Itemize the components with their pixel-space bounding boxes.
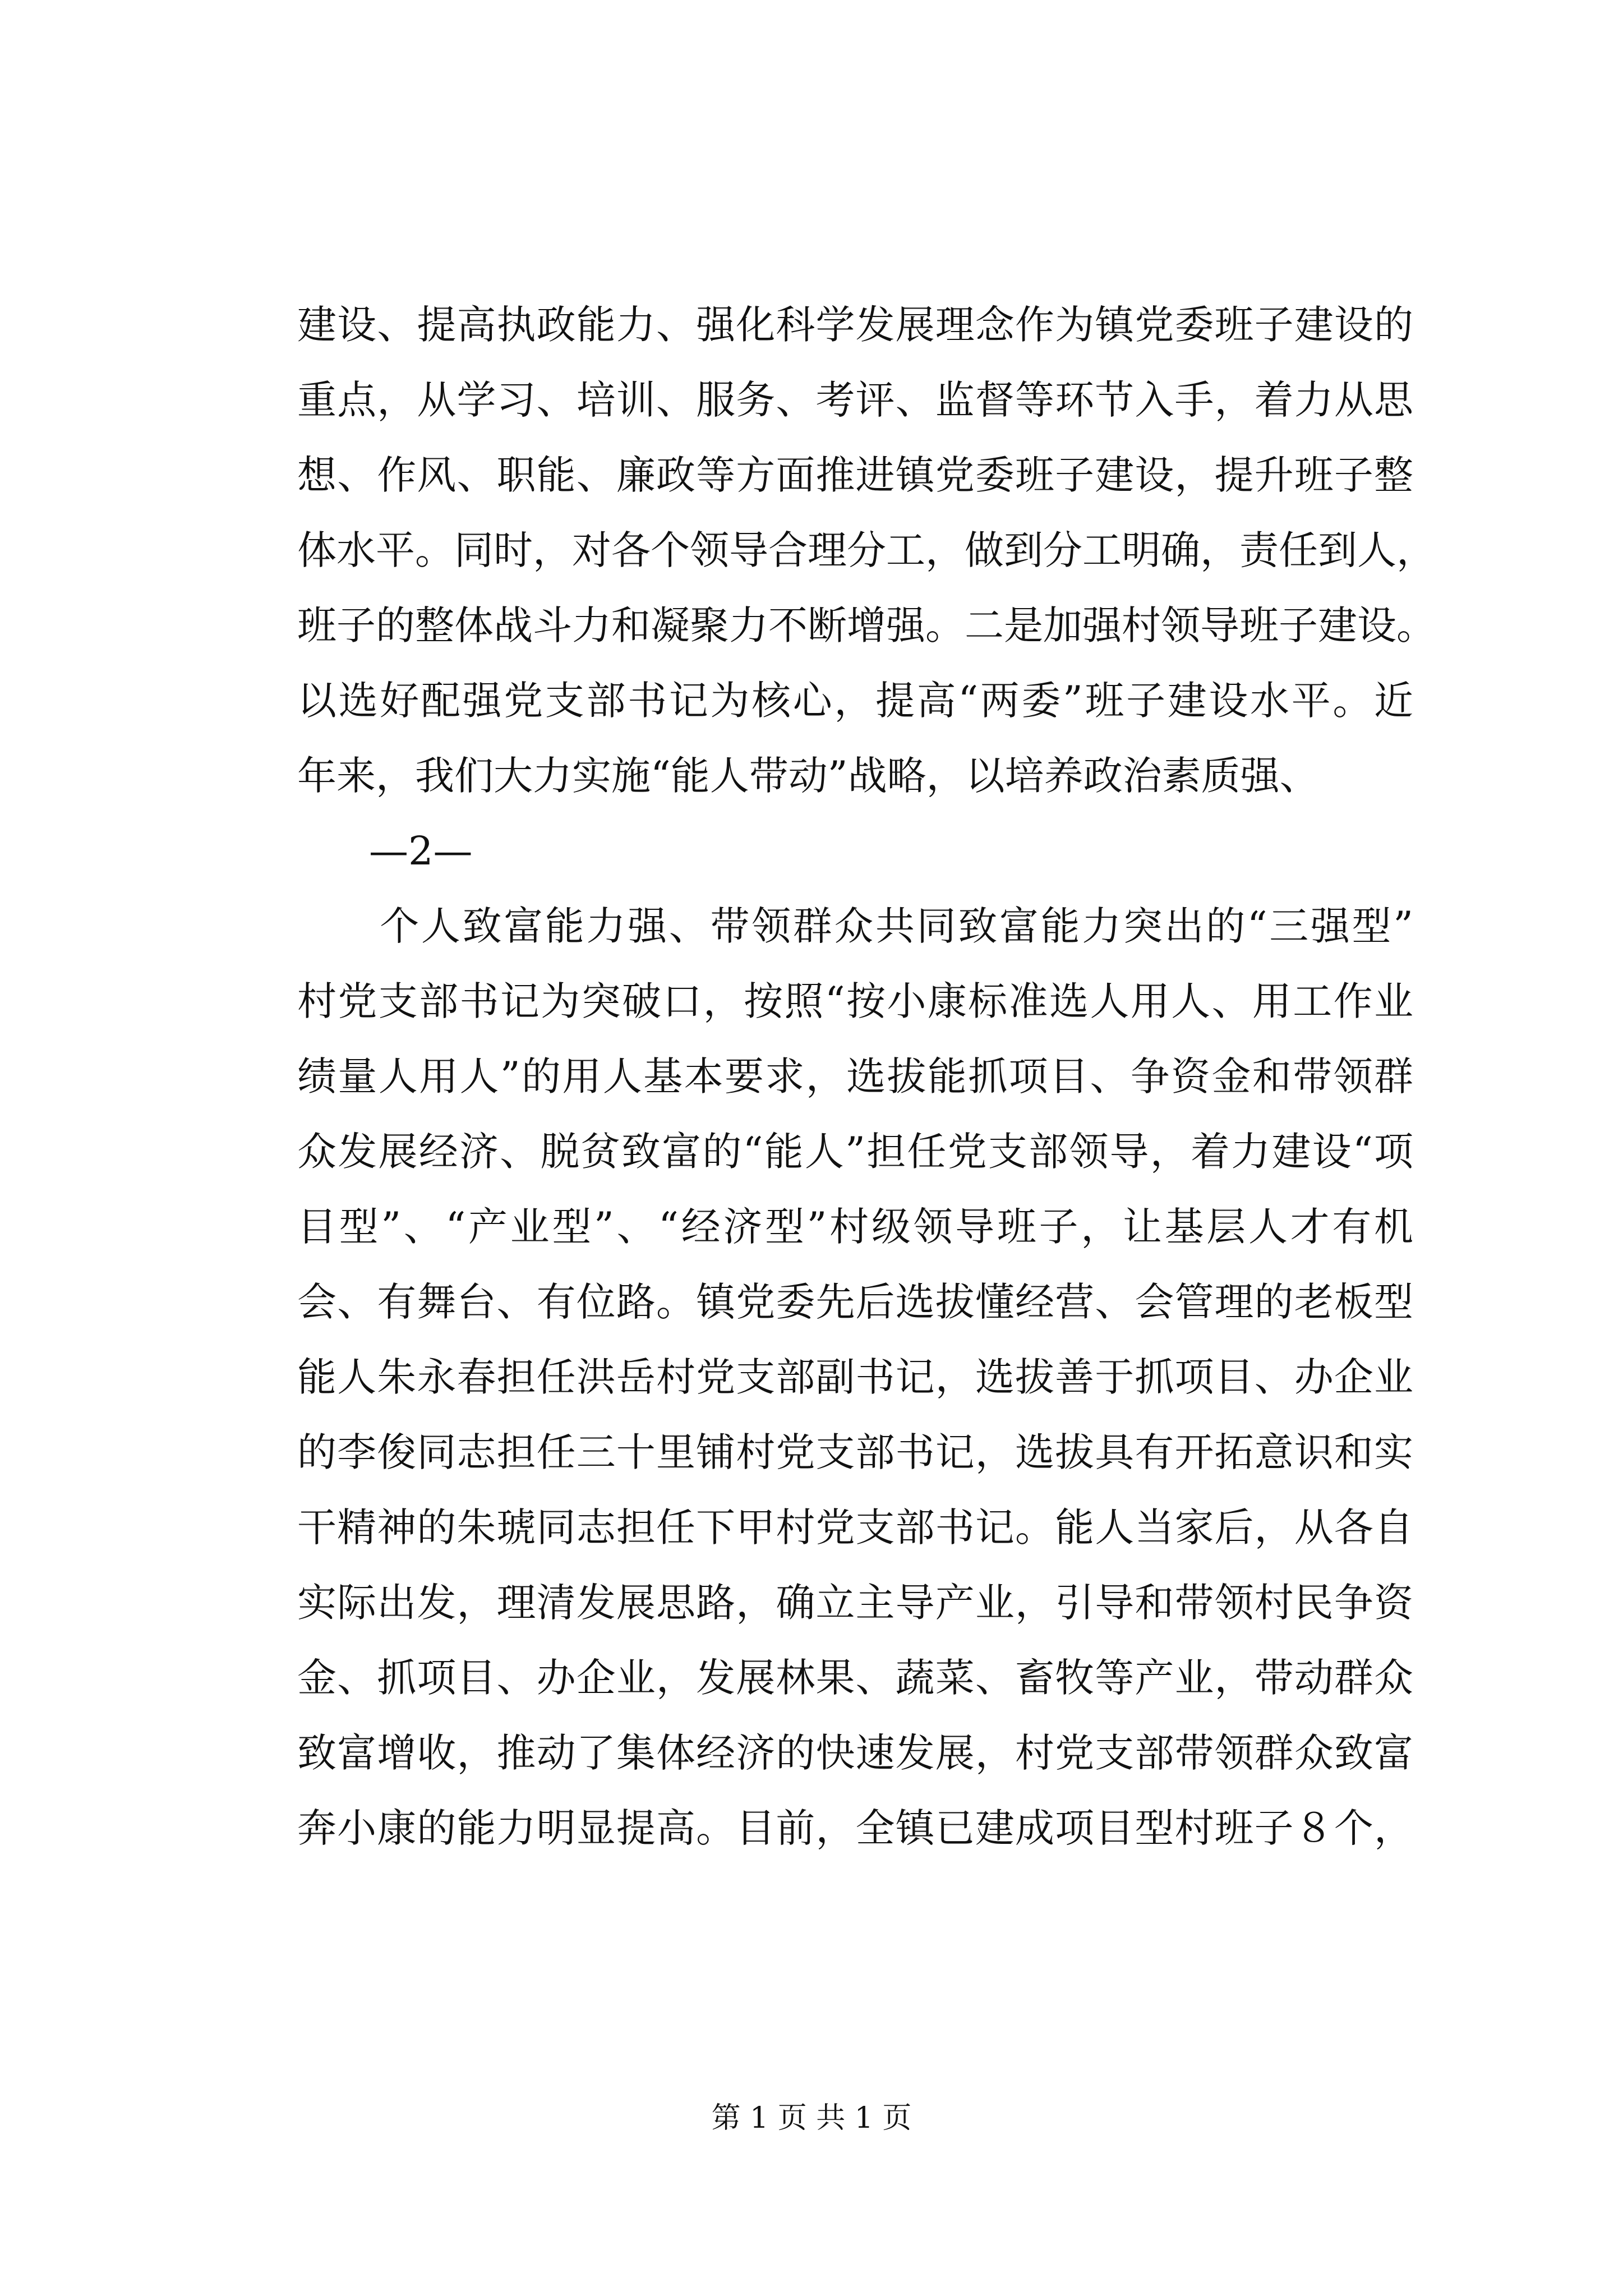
inline-page-number: —2— <box>369 828 473 874</box>
text-line: 体水平。同时，对各个领导合理分工，做到分工明确，责任到人， <box>297 527 1436 573</box>
text-line: 以选好配强党支部书记为核心，提高“两委”班子建设水平。近 <box>297 678 1413 724</box>
text-line: 目型”、“产业型”、“经济型”村级领导班子，让基层人才有机 <box>297 1204 1413 1250</box>
text-line: 能人朱永春担任洪岳村党支部副书记，选拔善于抓项目、办企业 <box>297 1354 1413 1400</box>
paragraph-first-line: 个人致富能力强、带领群众共同致富能力突出的“三强型” <box>297 903 1413 949</box>
text-line: 干精神的朱琥同志担任下甲村党支部书记。能人当家后，从各自 <box>297 1504 1413 1550</box>
text-line: 众发展经济、脱贫致富的“能人”担任党支部领导，着力建设“项 <box>297 1129 1413 1175</box>
text-line: 金、抓项目、办企业，发展林果、蔬菜、畜牧等产业，带动群众 <box>297 1655 1413 1701</box>
text-line: 会、有舞台、有位路。镇党委先后选拔懂经营、会管理的老板型 <box>297 1279 1413 1325</box>
text-line: 村党支部书记为突破口，按照“按小康标准选人用人、用工作业 <box>297 978 1413 1024</box>
text-line: 实际出发，理清发展思路，确立主导产业，引导和带领村民争资 <box>297 1580 1413 1626</box>
text-line: 重点，从学习、培训、服务、考评、监督等环节入手，着力从思 <box>297 377 1413 423</box>
page-footer: 第 1 页 共 1 页 <box>711 2101 912 2135</box>
text-line: 年来，我们大力实施“能人带动”战略，以培养政治素质强、 <box>297 753 1319 799</box>
text-line: 的李俊同志担任三十里铺村党支部书记，选拔具有开拓意识和实 <box>297 1429 1413 1475</box>
document-body <box>297 287 1436 1866</box>
text-line: 奔小康的能力明显提高。目前，全镇已建成项目型村班子８个， <box>297 1805 1413 1851</box>
text-line: 建设、提高执政能力、强化科学发展理念作为镇党委班子建设的 <box>297 302 1413 348</box>
text-line: 致富增收，推动了集体经济的快速发展，村党支部带领群众致富 <box>297 1730 1413 1776</box>
text-line: 绩量人用人”的用人基本要求，选拔能抓项目、争资金和带领群 <box>297 1053 1413 1099</box>
text-line: 班子的整体战斗力和凝聚力不断增强。二是加强村领导班子建设。 <box>297 602 1436 648</box>
text-line: 想、作风、职能、廉政等方面推进镇党委班子建设，提升班子整 <box>297 452 1413 498</box>
